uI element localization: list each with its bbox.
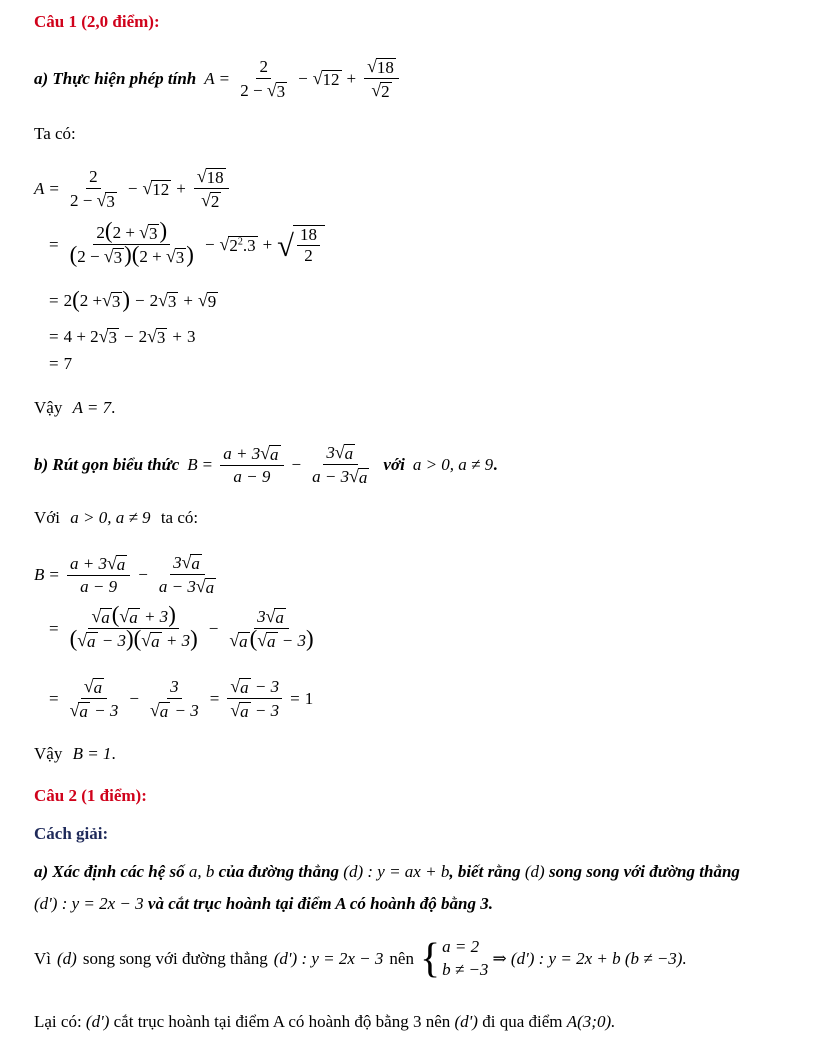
question-2a-prompt-line1: a) Xác định các hệ số a, b của đường thẳng (d) : y = ax + b, biết rằng (d) song song với đường thẳng: [34, 862, 740, 881]
math-line-b2: = √ a ( √ a + 3) ( √ a − 3)( √ a + 3) − 3 √ a √ a ( √ a − 3): [49, 602, 314, 652]
math-expression: A: [204, 68, 215, 88]
question-2-title: Câu 2 (1 điểm):: [34, 786, 147, 805]
question-1b-label: b) Rút gọn biểu thức: [34, 454, 180, 474]
math-line-3: = 2 ( 2 + √ 3 ) − 2 √ 3 + √ 9: [49, 287, 217, 313]
question-2a-prompt-line2: (d') : y = 2x − 3 và cắt trục hoành tại điểm A có hoành độ bằng 3.: [34, 894, 493, 913]
math-line-b3: = √ a √ a − 3 − 3 √ a − 3 = √ a − 3 √ a − 3 = 1: [49, 676, 314, 722]
equation-system: a = 2 b ≠ −3: [442, 937, 489, 979]
math-fraction: √ 18 √ 2: [364, 56, 399, 101]
conclusion-a-prefix: Vậy: [34, 398, 63, 417]
math-fraction: 2 2 − √ 3: [240, 56, 286, 101]
math-line-4: = 4 + 2 √ 3 − 2 √ 3 + 3: [49, 326, 196, 348]
question-1a-prompt: a) Thực hiện phép tính A = 2 2 − √ 3 − √ 12 + √ 18 √ 2: [34, 56, 402, 101]
b-intro-condition: a > 0, a ≠ 9: [70, 508, 151, 527]
question-1b-prompt: b) Rút gọn biểu thức B = a + 3 √ a a − 9 − 3 √ a a − 3 √ a với a > 0, a ≠ 9 .: [34, 442, 498, 488]
vi-line: Vì (d) song song với đường thẳng (d') : y = 2x − 3 nên { a = 2 b ≠ −3 ⇒ (d') : y = 2x + b (b ≠ −3).: [34, 935, 687, 982]
conclusion-b-value: B = 1: [72, 744, 112, 763]
question-1-title: Câu 1 (2,0 điểm):: [34, 12, 160, 31]
ta-co-text: Ta có:: [34, 124, 76, 143]
condition-word: với: [383, 454, 405, 474]
b-intro: [34, 508, 198, 528]
condition-text: a > 0, a ≠ 9: [412, 454, 494, 474]
math-line-2: = 2(2 + √ 3 ) (2 − √ 3 )(2 + √ 3 ) − √ $2^2.3$ + √ $\frac{18}{2}$: [44, 222, 325, 267]
conclusion-b: Vậy B = 1.: [34, 744, 116, 763]
question-1a-label: a) Thực hiện phép tính: [34, 68, 197, 88]
b-intro-prefix: Với: [34, 508, 60, 527]
math-line-1: A = 2 2 − √ 3 − √ 12 + √ 18 √ 2: [34, 166, 232, 211]
conclusion-a-value: A = 7: [72, 398, 112, 417]
conclusion-b-prefix: Vậy: [34, 744, 63, 763]
lai-co-line: Lại có: (d') cắt trục hoành tại điểm A có hoành độ bằng 3 nên (d') đi qua điểm A(3;0).: [34, 1012, 616, 1031]
math-line-5: = 7: [49, 354, 73, 373]
conclusion-a: Vậy A = 7.: [34, 398, 116, 417]
b-intro-suffix: ta có:: [160, 508, 199, 527]
math-line-b1: B = a + 3 √ a a − 9 − 3 √ a a − 3 √ a: [34, 552, 215, 598]
method-heading: Cách giải:: [34, 824, 109, 843]
